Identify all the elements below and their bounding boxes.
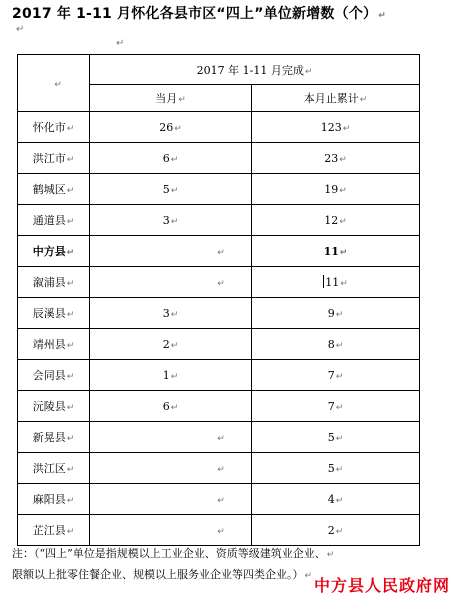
month-value: 3 [162, 213, 170, 227]
table-row [18, 205, 420, 236]
group-header-cell [90, 55, 420, 85]
paragraph-mark-icon: ↵ [304, 571, 313, 581]
paragraph-mark-icon: ↵ [16, 24, 25, 35]
month-value-cell [90, 515, 252, 546]
region-name: 通道县 [32, 214, 66, 227]
month-value-cell [90, 298, 252, 329]
month-value: 6 [162, 399, 170, 413]
region-name-cell [18, 112, 90, 143]
paragraph-mark-icon: ↵ [170, 371, 179, 382]
cumulative-value: 19 [324, 182, 339, 196]
cumulative-value-cell [252, 112, 420, 143]
table-row [18, 453, 420, 484]
footnote-line-1: 注：（“四上”单位是指规模以上工业企业、资质等级建筑业企业、 [12, 547, 326, 560]
paragraph-mark-icon: ↵ [340, 279, 348, 289]
cumulative-value: 11 [323, 244, 339, 258]
cumulative-value-cell [252, 298, 420, 329]
paragraph-mark-icon: ↵ [178, 95, 186, 105]
paragraph-mark-icon: ↵ [66, 372, 75, 382]
region-name-cell [18, 515, 90, 546]
region-name: 洪江市 [32, 152, 66, 165]
cumulative-value-cell [252, 329, 420, 360]
cumulative-value: 5 [327, 430, 335, 444]
paragraph-mark-icon: ↵ [339, 216, 347, 227]
month-value-cell [90, 174, 252, 205]
paragraph-mark-icon: ↵ [66, 217, 75, 227]
cumulative-value: 2 [327, 523, 335, 537]
column-header-month [90, 85, 252, 112]
table-row [18, 391, 420, 422]
month-value: 5 [162, 182, 170, 196]
table-row [18, 267, 420, 298]
cumulative-value: 11 [325, 276, 340, 289]
region-name: 会同县 [32, 369, 66, 382]
table-row [18, 236, 420, 267]
cumulative-value: 9 [327, 306, 335, 320]
region-name-cell [18, 205, 90, 236]
cumulative-value-cell [252, 205, 420, 236]
cumulative-value: 12 [324, 213, 339, 227]
month-value-cell [90, 112, 252, 143]
paragraph-mark-icon: ↵ [66, 155, 75, 165]
cumulative-value-cell [252, 453, 420, 484]
cumulative-value: 8 [327, 337, 335, 351]
month-value-cell [90, 360, 252, 391]
month-value: 26 [159, 120, 174, 134]
cumulative-value: 23 [324, 151, 339, 165]
table-row [18, 515, 420, 546]
paragraph-mark-icon: ↵ [170, 309, 179, 320]
statistics-table [17, 54, 420, 546]
region-name: 新晃县 [32, 431, 66, 444]
table-row [18, 143, 420, 174]
column-header-cumulative [252, 85, 420, 112]
paragraph-mark-icon: ↵ [217, 247, 225, 258]
table-row [18, 298, 420, 329]
paragraph-mark-icon: ↵ [66, 186, 75, 196]
paragraph-mark-icon: ↵ [66, 279, 75, 289]
cumulative-value-cell [252, 360, 420, 391]
paragraph-mark-icon: ↵ [66, 341, 75, 351]
table-row [18, 174, 420, 205]
footnote-line-2: 限额以上批零住餐企业、规模以上服务业企业等四类企业。） [12, 568, 304, 581]
paragraph-mark-icon: ↵ [339, 247, 348, 258]
month-value-cell [90, 267, 252, 298]
region-name: 溆浦县 [32, 276, 66, 289]
table-row [18, 329, 420, 360]
cumulative-value-cell [252, 236, 420, 267]
region-name: 怀化市 [32, 121, 66, 134]
region-name: 洪江区 [32, 462, 66, 475]
month-value-cell [90, 236, 252, 267]
paragraph-mark-icon: ↵ [326, 550, 335, 560]
paragraph-mark-icon: ↵ [217, 278, 225, 289]
region-name: 麻阳县 [32, 493, 66, 506]
region-name-cell [18, 422, 90, 453]
column-header-month-label: 当月 [155, 92, 178, 105]
corner-cell [18, 55, 90, 112]
column-header-cumulative-label: 本月止累计 [303, 92, 359, 105]
region-name-cell [18, 391, 90, 422]
title-text: 2017 年 1-11 月怀化各县市区“四上”单位新增数（个） [12, 6, 378, 22]
paragraph-mark-icon: ↵ [335, 371, 344, 382]
paragraph-mark-icon: ↵ [174, 123, 182, 134]
month-value: 2 [162, 337, 170, 351]
table-row [18, 112, 420, 143]
cumulative-value-cell [252, 484, 420, 515]
region-name-cell [18, 453, 90, 484]
paragraph-mark-icon: ↵ [304, 66, 313, 77]
paragraph-mark-icon: ↵ [66, 496, 75, 506]
paragraph-mark-icon: ↵ [170, 154, 179, 165]
paragraph-mark-icon: ↵ [170, 340, 179, 351]
cumulative-value-cell [252, 174, 420, 205]
month-value: 6 [162, 151, 170, 165]
region-name: 靖州县 [32, 338, 66, 351]
paragraph-mark-icon: ↵ [170, 402, 179, 413]
paragraph-mark-icon: ↵ [66, 465, 75, 475]
cumulative-value-cell [252, 143, 420, 174]
cumulative-value-cell [252, 422, 420, 453]
month-value-cell [90, 484, 252, 515]
paragraph-mark-icon: ↵ [116, 38, 125, 49]
paragraph-mark-icon: ↵ [66, 434, 75, 444]
month-value-cell [90, 143, 252, 174]
paragraph-mark-icon: ↵ [217, 464, 225, 475]
paragraph-mark-icon: ↵ [335, 433, 344, 444]
region-name: 鹤城区 [32, 183, 66, 196]
region-name: 沅陵县 [32, 400, 66, 413]
paragraph-mark-icon: ↵ [335, 495, 344, 506]
paragraph-mark-icon: ↵ [335, 464, 344, 475]
table-header-row [18, 55, 420, 85]
region-name-cell [18, 484, 90, 515]
region-name: 辰溪县 [32, 307, 66, 320]
paragraph-mark-icon: ↵ [339, 154, 347, 165]
paragraph-mark-icon: ↵ [335, 340, 344, 351]
cumulative-value-cell [252, 267, 420, 298]
paragraph-mark-icon: ↵ [66, 248, 75, 258]
region-name: 芷江县 [32, 524, 66, 537]
month-value-cell [90, 329, 252, 360]
cumulative-value: 7 [327, 399, 335, 413]
paragraph-mark-icon: ↵ [342, 123, 351, 134]
paragraph-mark-icon: ↵ [339, 185, 347, 196]
paragraph-mark-icon: ↵ [217, 495, 225, 506]
paragraph-mark-icon: ↵ [66, 310, 75, 320]
region-name-cell [18, 360, 90, 391]
paragraph-mark-icon: ↵ [217, 433, 225, 444]
site-watermark: 中方县人民政府网 [313, 576, 450, 595]
month-value: 1 [162, 368, 170, 382]
paragraph-mark-icon: ↵ [66, 124, 75, 134]
group-header-label: 2017 年 1-11 月完成 [196, 63, 304, 77]
paragraph-mark-icon: ↵ [170, 216, 179, 227]
paragraph-mark-icon: ↵ [66, 527, 75, 537]
paragraph-mark-icon: ↵ [335, 309, 344, 320]
month-value-cell [90, 453, 252, 484]
cumulative-value: 123 [320, 120, 342, 134]
paragraph-mark-icon: ↵ [217, 526, 225, 537]
paragraph-mark-icon: ↵ [335, 402, 344, 413]
region-name-cell [18, 329, 90, 360]
cumulative-value: 5 [327, 461, 335, 475]
table-row [18, 422, 420, 453]
table-row [18, 484, 420, 515]
month-value-cell [90, 422, 252, 453]
table-row [18, 360, 420, 391]
month-value-cell [90, 205, 252, 236]
region-name-cell [18, 267, 90, 298]
month-value-cell [90, 391, 252, 422]
paragraph-mark-icon: ↵ [66, 403, 75, 413]
paragraph-mark-icon: ↵ [335, 526, 344, 537]
paragraph-mark-icon: ↵ [170, 185, 179, 196]
cumulative-value-cell [252, 391, 420, 422]
cumulative-value-cell [252, 515, 420, 546]
region-name-cell [18, 174, 90, 205]
region-name-cell [18, 298, 90, 329]
month-value: 3 [162, 306, 170, 320]
cumulative-value: 7 [327, 368, 335, 382]
paragraph-mark-icon: ↵ [54, 79, 62, 90]
region-name-cell [18, 143, 90, 174]
region-name: 中方县 [32, 245, 66, 258]
paragraph-mark-icon: ↵ [359, 95, 368, 105]
document-title [12, 3, 448, 23]
paragraph-mark-icon: ↵ [378, 11, 386, 21]
cumulative-value: 4 [327, 492, 335, 506]
region-name-cell [18, 236, 90, 267]
